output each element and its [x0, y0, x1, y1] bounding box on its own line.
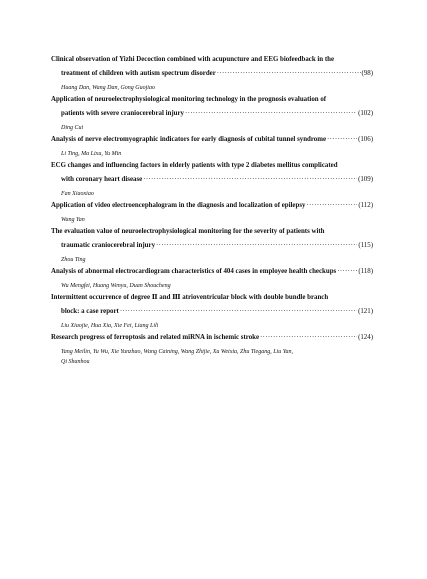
entry-title-line-with-page [51, 241, 373, 255]
entry-page-number: (106) [358, 136, 373, 143]
entry-title-line-with-page [51, 267, 373, 281]
dot-leader [327, 135, 357, 145]
entry-title-line: The evaluation value of neuroelectrophysiological monitoring for the severity of patients with [51, 228, 325, 235]
entry-page-number: (124) [358, 334, 373, 341]
toc-entry-3[interactable] [51, 135, 373, 161]
dot-leader [337, 267, 357, 277]
entry-authors: Liu Xiaojie, Hua Xia, Xie Fei, Liang Lili [61, 323, 159, 329]
entry-title-text: traumatic craniocerebral injury [61, 242, 156, 249]
dot-leader [120, 307, 357, 317]
entry-title-line: Application of neuroelectrophysiological monitoring technology in the prognosis evaluation of [51, 96, 327, 103]
dot-leader [143, 175, 357, 185]
dot-leader [185, 109, 357, 119]
dot-leader [217, 69, 361, 79]
entry-authors: Wang Yan [61, 217, 85, 223]
entry-page-number: (115) [358, 242, 373, 249]
toc-entry-8[interactable] [51, 293, 373, 333]
entry-title-line: Clinical observation of Yizhi Decoction combined with acupuncture and EEG biofeedback in the [51, 56, 335, 63]
entry-title-line: Intermittent occurrence of degree Ⅱ and Ⅲ atrioventricular block with double bundle branch [51, 294, 329, 301]
entry-title-text: Research progress of ferroptosis and related miRNA in ischemic stroke [51, 334, 260, 341]
toc-entry-5[interactable] [51, 201, 373, 227]
entry-authors: Zhou Ting [61, 257, 86, 263]
entry-authors: Fan Xiaoxiao [61, 191, 94, 197]
dot-leader [306, 201, 357, 211]
entry-title-text: with coronary heart disease [61, 176, 143, 183]
toc-entry-9[interactable] [51, 333, 373, 369]
dot-leader [156, 241, 357, 251]
entry-title-line-with-page [51, 333, 373, 347]
entry-title-line-with-page [51, 69, 373, 83]
entry-title-text: Application of video electroencephalogram in the diagnosis and localization of epilepsy [51, 202, 306, 209]
entry-title-text: treatment of children with autism spectrum disorder [61, 70, 216, 77]
entry-page-number: (102) [358, 110, 373, 117]
entry-page-number: (121) [358, 308, 373, 315]
entry-page-number: (118) [358, 268, 373, 275]
entry-authors: Huang Dan, Wang Dan, Gong Guojiao [61, 85, 155, 91]
entry-title-line-with-page [51, 307, 373, 321]
entry-title-line-with-page [51, 175, 373, 189]
entry-title-text: patients with severe craniocerebral injury [61, 110, 184, 117]
entry-title-text: block: a case report [61, 308, 119, 315]
entry-authors: Wu Mengfei, Huang Wenyu, Duan Shoucheng [61, 283, 171, 289]
entry-title-line-with-page [51, 135, 373, 149]
entry-authors-continued: Qi Shanhou [61, 359, 90, 365]
entry-page-number: (112) [358, 202, 373, 209]
toc-entry-2[interactable] [51, 95, 373, 135]
toc-entry-6[interactable] [51, 227, 373, 267]
entry-authors: Li Ting, Ma Lixu, Yu Min [61, 151, 122, 157]
entry-authors: Yang Meilin, Yu Wu, Xie Yunzhao, Wang Caining, Wang Zhijie, Xu Weixia, Zhu Tiegang, Liu Yan, [61, 349, 293, 355]
toc-entry-7[interactable] [51, 267, 373, 293]
entry-page-number: (109) [358, 176, 373, 183]
entry-title-line-with-page [51, 109, 373, 123]
dot-leader [260, 333, 357, 343]
entry-title-text: Analysis of nerve electromyographic indicators for early diagnosis of cubital tunnel syndrome [51, 136, 327, 143]
entry-page-number: (98) [361, 70, 373, 77]
entry-title-text: Analysis of abnormal electrocardiogram characteristics of 404 cases in employee health checkups [51, 268, 337, 275]
entry-title-line: ECG changes and influencing factors in elderly patients with type 2 diabetes mellitus complicated [51, 162, 338, 169]
entry-title-line-with-page [51, 201, 373, 215]
toc-entry-1[interactable] [51, 55, 373, 95]
entry-authors: Ding Cui [61, 125, 84, 131]
table-of-contents [51, 55, 373, 369]
toc-entry-4[interactable] [51, 161, 373, 201]
